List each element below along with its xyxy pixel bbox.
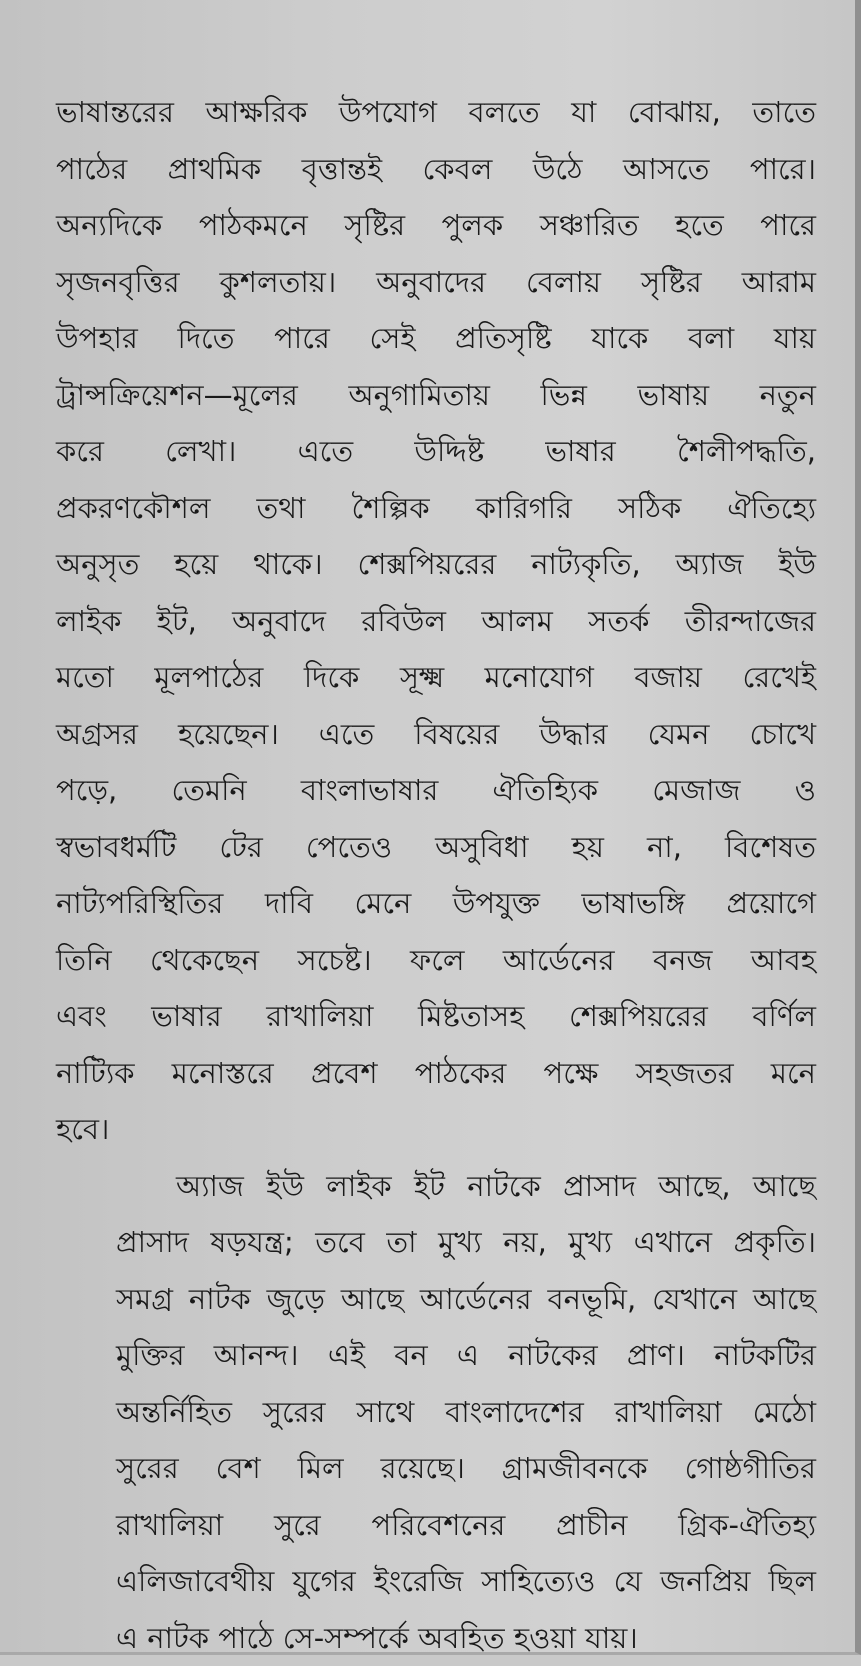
text-line: পাঠের প্রাথমিক বৃত্তান্তই কেবল উঠে আসতে পারে। (56, 141, 816, 198)
text-line: প্রকরণকৌশল তথা শৈল্পিক কারিগরি সঠিক ঐতিহ্যে (56, 480, 816, 537)
paragraph-2 (56, 1158, 816, 1666)
text-line: মুক্তির আনন্দ। এই বন এ নাটকের প্রাণ। নাটকটির (56, 1327, 816, 1384)
text-line: ভাষান্তরের আক্ষরিক উপযোগ বলতে যা বোঝায়, তাতে (56, 84, 816, 141)
text-line: স্বভাবধর্মটি টের পেতেও অসুবিধা হয় না, বিশেষত (56, 819, 816, 876)
text-line: এ নাটক পাঠে সে-সম্পর্কে অবহিত হওয়া যায়। (56, 1610, 816, 1666)
paragraph-1 (56, 84, 816, 1158)
text-line: অ্যাজ ইউ লাইক ইট নাটকে প্রাসাদ আছে, আছে (56, 1158, 816, 1215)
text-line: লাইক ইট, অনুবাদে রবিউল আলম সতর্ক তীরন্দাজের (56, 593, 816, 650)
text-line: সৃজনবৃত্তির কুশলতায়। অনুবাদের বেলায় সৃষ্টির আরাম (56, 254, 816, 311)
text-line: উপহার দিতে পারে সেই প্রতিসৃষ্টি যাকে বলা যায় (56, 310, 816, 367)
text-line: সুরের বেশ মিল রয়েছে। গ্রামজীবনকে গোষ্ঠগীতির (56, 1440, 816, 1497)
text-line: মতো মূলপাঠের দিকে সূক্ষ্ম মনোযোগ বজায় রেখেই (56, 649, 816, 706)
text-line: অন্যদিকে পাঠকমনে সৃষ্টির পুলক সঞ্চারিত হতে পারে (56, 197, 816, 254)
text-line: অনুসৃত হয়ে থাকে। শেক্সপিয়রের নাট্যকৃতি, অ্যাজ ইউ (56, 536, 816, 593)
text-line: এবং ভাষার রাখালিয়া মিষ্টতাসহ শেক্সপিয়রের বর্ণিল (56, 988, 816, 1045)
text-line: রাখালিয়া সুরে পরিবেশনের প্রাচীন গ্রিক-ঐতিহ্য (56, 1497, 816, 1554)
text-line: পড়ে, তেমনি বাংলাভাষার ঐতিহ্যিক মেজাজ ও (56, 762, 816, 819)
text-line: এলিজাবেথীয় যুগের ইংরেজি সাহিত্যেও যে জনপ্রিয় ছিল (56, 1553, 816, 1610)
text-line: তিনি থেকেছেন সচেষ্ট। ফলে আর্ডেনের বনজ আবহ (56, 932, 816, 989)
body-text (56, 84, 816, 1666)
text-line: করে লেখা। এতে উদ্দিষ্ট ভাষার শৈলীপদ্ধতি, (56, 423, 816, 480)
text-line: অন্তর্নিহিত সুরের সাথে বাংলাদেশের রাখালিয়া মেঠো (56, 1384, 816, 1441)
text-line: সমগ্র নাটক জুড়ে আছে আর্ডেনের বনভূমি, যেখানে আছে (56, 1271, 816, 1328)
text-line: প্রাসাদ ষড়যন্ত্র; তবে তা মুখ্য নয়, মুখ্য এখানে প্রকৃতি। (56, 1214, 816, 1271)
text-line: হবে। (56, 1101, 816, 1158)
text-line: ট্রান্সক্রিয়েশন—মূলের অনুগামিতায় ভিন্ন ভাষায় নতুন (56, 367, 816, 424)
text-line: নাট্যপরিস্থিতির দাবি মেনে উপযুক্ত ভাষাভঙ্গি প্রয়োগে (56, 875, 816, 932)
text-line: অগ্রসর হয়েছেন। এতে বিষয়ের উদ্ধার যেমন চোখে (56, 706, 816, 763)
text-line: নাট্যিক মনোস্তরে প্রবেশ পাঠকের পক্ষে সহজতর মনে (56, 1045, 816, 1102)
